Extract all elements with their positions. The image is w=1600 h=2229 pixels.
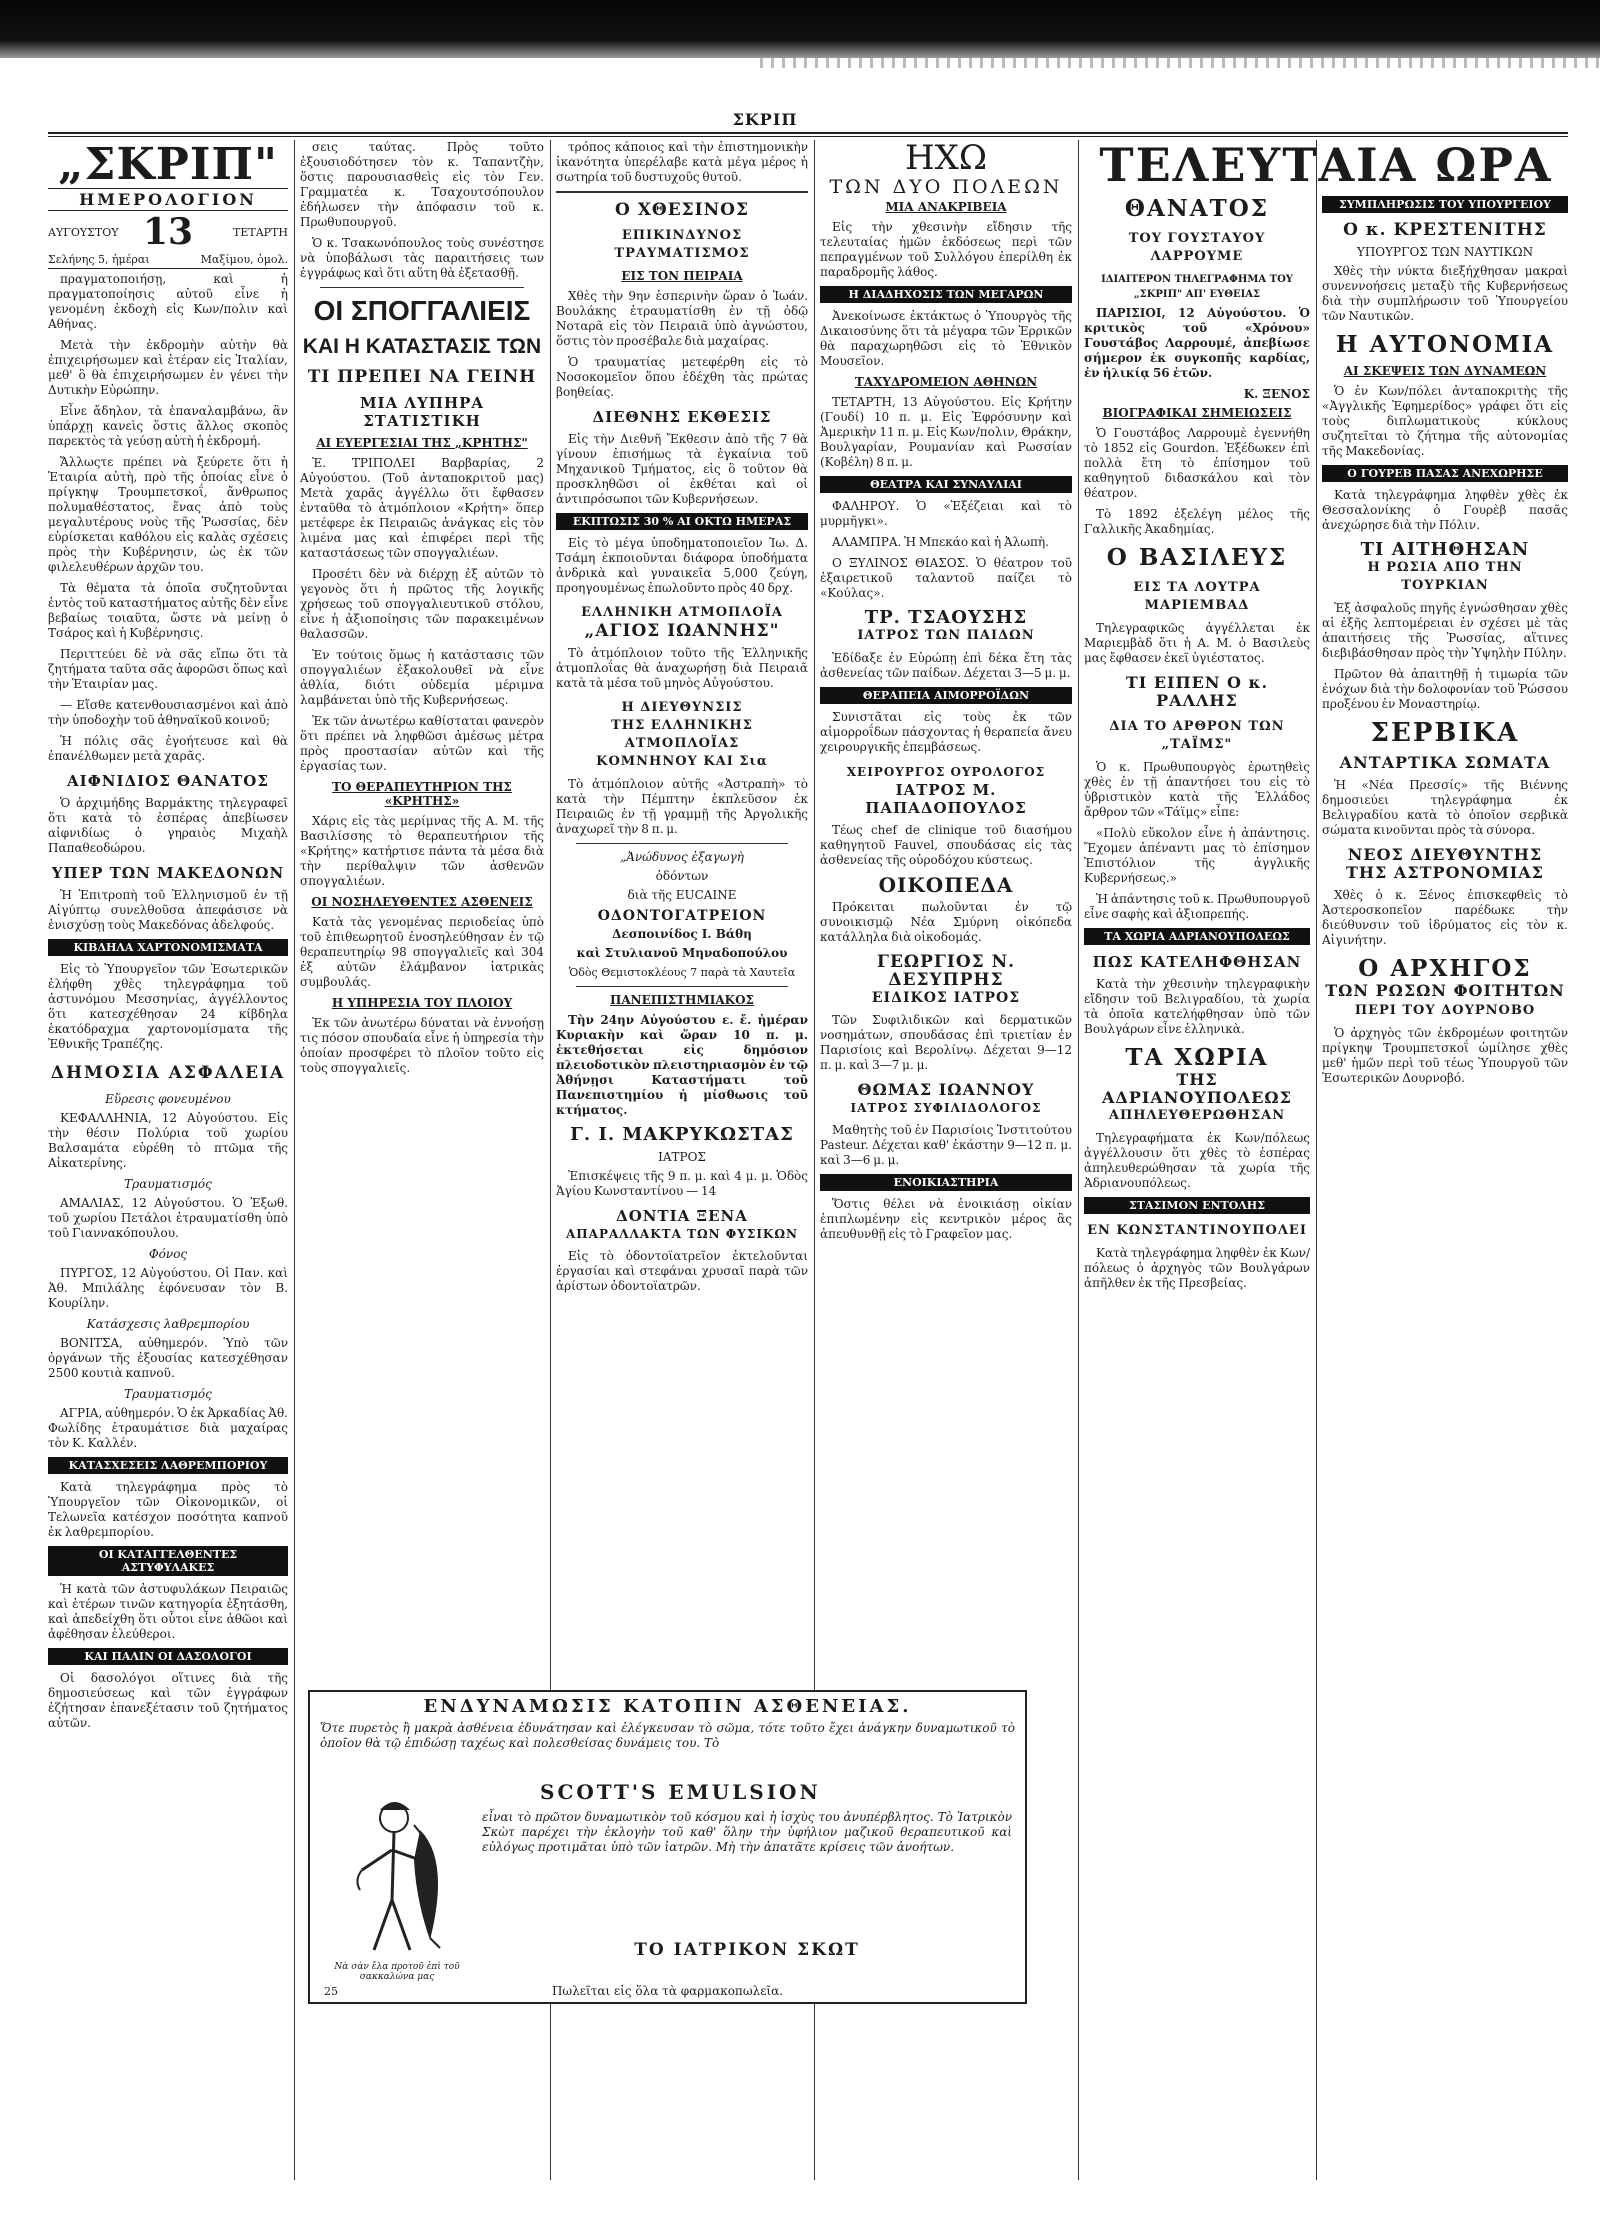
headline: ΙΑΤΡΟΣ Μ. ΠΑΠΑΔΟΠΟΥΛΟΣ [865, 781, 1027, 817]
subheading: Κατάσχεσις λαθρεμπορίου [86, 1317, 250, 1331]
subheading: ΙΑΤΡΟΣ [658, 1150, 706, 1164]
subheading: ΤΟ ΘΕΡΑΠΕΥΤΗΡΙΟΝ ΤΗΣ «ΚΡΗΤΗΣ» [332, 780, 512, 808]
article-text: ΑΜΑΛΙΑΣ, 12 Αὐγούστου. Ὁ Ἐξωθ. τοῦ χωρίου Πετάλοι ἐτραυματίσθη ὑπὸ τοῦ Γιαννακόπουλου. [48, 1196, 288, 1240]
subheading: ΠΑΝΕΠΙΣΤΗΜΙΑΚΟΣ [609, 993, 755, 1007]
article-text: Ἐν τούτοις ὅμως ἡ κατάστασις τῶν σπογγαλιέων ἐξακολουθεῖ νὰ εἶνε ἀθλία, διότι οὐδεμία μέριμνα λαμβάνεται ὑπὸ τῆς Κυβερνήσεως. [300, 648, 544, 707]
article-text: Ὅστις θέλει νὰ ἐνοικιάσῃ οἰκίαν ἐπιπλωμένην εἰς κεντρικὸν μέρος ἂς ἀπευθυνθῇ εἰς τὸ Γραφεῖον μας. [820, 1197, 1072, 1241]
article-text: Ὁ κ. Πρωθυπουργὸς ἐρωτηθεὶς χθὲς ἐν τῇ ἀπαντήσει του εἰς τὸ ὑβριστικὸν κατὰ τῆς Ἑλλάδος ἄρθρον τῶν «Τάϊμς» εἶπε: [1084, 760, 1310, 819]
headline: Ο κ. ΚΡΕΣΤΕΝΙΤΗΣ [1343, 220, 1547, 240]
headline-banner: ΤΑ ΧΩΡΙΑ ΑΔΡΙΑΝΟΥΠΟΛΕΩΣ [1084, 928, 1310, 945]
subheading: ΜΙΑ ΑΝΑΚΡΙΒΕΙΑ [885, 200, 1007, 214]
subheading: ΤΑΧΥΔΡΟΜΕΙΟΝ ΑΘΗΝΩΝ [854, 375, 1038, 389]
headline: ΤΗΣ ΕΛΛΗΝΙΚΗΣ ΑΤΜΟΠΛΟΪΑΣ [611, 718, 753, 751]
dateline [48, 211, 288, 253]
headline: ΔΙΕΘΝΗΣ ΕΚΘΕΣΙΣ [592, 408, 772, 426]
article-text: Ἡ «Νέα Πρεσσίς» τῆς Βιέννης δημοσιεύει τηλεγράφημα ἐκ Βελιγραδίου κατὰ τὸ ὁποῖον σερβικὰ σώματα κινοῦνται πρὸς τὰ σύνορα. [1322, 778, 1568, 837]
article-text: Προσέτι δὲν νὰ διέρχῃ ἐξ αὐτῶν τὸ γεγονὸς ὅτι ἡ πρῶτος τῆς λογικῆς χρήσεως τοῦ σπογγαλιευτικοῦ στόλου, εἶνε ἡ ἀξιοποίησις τῶν παρακειμένων θαλασσῶν. [300, 567, 544, 641]
article-text: «Πολὺ εὔκολον εἶνε ἡ ἀπάντησις. Ἔχομεν ἀπέναντι μας τὸ ἐπίσημον Ἐπιστόλιον τῆς ἀγγλικῆς Κυβερνήσεως.» [1084, 826, 1310, 885]
article-text: Πρῶτον θὰ ἀπαιτηθῇ ἡ τιμωρία τῶν ἐνόχων διὰ τὴν δολοφονίαν τοῦ Ῥώσσου προξένου ἐν Μοναστηρίῳ. [1322, 667, 1568, 711]
subheading: ΕΙΣ ΤΟΝ ΠΕΙΡΑΙΑ [621, 269, 743, 283]
scotts-emulsion-advert [308, 1690, 1027, 2004]
article-text: Εἰς τὸ ὀδοντοϊατρεῖον ἐκτελοῦνται ἐργασίαι καὶ στεφάναι χρυσαῖ παρὰ τῶν ἀρίστων ὀδοντοϊατρῶν. [556, 1249, 808, 1293]
headline: ΕΝ ΚΩΝΣΤΑΝΤΙΝΟΥΠΟΛΕΙ [1087, 1223, 1307, 1238]
headline: Η ΑΥΤΟΝΟΜΙΑ [1335, 331, 1555, 358]
headline-banner: ΘΕΑΤΡΑ ΚΑΙ ΣΥΝΑΥΛΙΑΙ [820, 476, 1072, 493]
headline: „ΑΓΙΟΣ ΙΩΑΝΝΗΣ" [584, 621, 780, 641]
date-month: ΑΥΓΟΥΣΤΟΥ [48, 225, 119, 239]
article-text: Τηλεγραφικῶς ἀγγέλλεται ἐκ Μαριεμβὰδ ὅτι ἡ Α. Μ. ὁ Βασιλεὺς μας ἔφθασεν ἐκεῖ ὑγιέστατος. [1084, 621, 1310, 665]
headline-banner: ΟΙ ΚΑΤΑΓΓΕΛΘΕΝΤΕΣ ΑΣΤΥΦΥΛΑΚΕΣ [48, 1546, 288, 1576]
date-number: 13 [142, 211, 194, 253]
advert-cta: ΤΟ ΙΑΤΡΙΚΟΝ ΣΚΩΤ [634, 1940, 860, 1960]
article-text: Ἡ ἀπάντησις τοῦ κ. Πρωθυπουργοῦ εἶνε σαφὴς καὶ ἀξιοπρεπής. [1084, 892, 1310, 921]
headline: ΥΠΕΡ ΤΩΝ ΜΑΚΕΔΟΝΩΝ [51, 864, 285, 882]
column-rule [1316, 140, 1317, 2180]
article-text: Εἰς τὸ μέγα ὑποδηματοποιεῖον Ἰω. Δ. Τσάμη ἐκποιοῦνται διάφορα ὑποδήματα ἀνδρικὰ καὶ γυναικεῖα 5,000 ζεύγη, προηγουμένως ἐπωλοῦντο πρὸς 40 δρχ. [556, 536, 808, 595]
section-title: ΗΧΩ [904, 140, 988, 178]
subheading: Τραυματισμός [124, 1177, 212, 1191]
headline: ΓΕΩΡΓΙΟΣ Ν. ΔΕΣΥΠΡΗΣ [876, 952, 1016, 990]
subheading: ΟΙ ΝΟΣΗΛΕΥΘΕΝΤΕΣ ΑΣΘΕΝΕΙΣ [311, 895, 533, 909]
article-text: ΑΛΑΜΠΡΑ. Ἡ Μπεκάο καὶ ἡ Ἀλωπὴ. [832, 535, 1049, 549]
article-text: Τέως chef de clinique τοῦ διασήμου καθηγητοῦ Fauvel, σπουδάσας εἰς τὰς ἀσθενείας τῆς οὐροδόχου κύστεως. [820, 823, 1072, 867]
headline: ΙΑΤΡΟΣ ΣΥΦΙΛΙΔΟΛΟΓΟΣ [850, 1101, 1042, 1115]
ad-line: ὀδόντων [655, 869, 709, 883]
headline: ΑΠΑΡΑΛΛΑΚΤΑ ΤΩΝ ΦΥΣΙΚΩΝ [565, 1227, 799, 1241]
article-text: Κατὰ τηλεγράφημα ληφθὲν χθὲς ἐκ Θεσσαλονίκης ὁ Γουρὲβ πασᾶς ἀνεχώρησε διὰ τὴν Πόλιν. [1322, 488, 1568, 532]
headline: ΤΙ ΕΙΠΕΝ Ο κ. ΡΑΛΛΗΣ [1125, 673, 1269, 710]
article-text: Εἰς τὴν χθεσινὴν εἴδησιν τῆς τελευταίας ἡμῶν ἐκδόσεως περὶ τῶν πεπραγμένων τοῦ Συλλόγου ἐπερίλθη ἐκ παραδρομῆς λάθος. [820, 220, 1072, 279]
article-text: Ὁ Γουστάβος Λαρρουμὲ ἐγεννήθη τὸ 1852 εἰς Gourdon. Ἐξέδωκεν ἐπὶ πολλὰ ἔτη τὸ ἐπίσημον τοῦ καθηγητοῦ διδασκάλου καὶ τὸν θέατρον. [1084, 426, 1310, 500]
divider [556, 191, 808, 193]
headline-banner: ΚΑΤΑΣΧΕΣΕΙΣ ΛΑΘΡΕΜΠΟΡΙΟΥ [48, 1457, 288, 1474]
headline-banner: ΕΚΠΤΩΣΙΣ 30 % ΑΙ ΟΚΤΩ ΗΜΕΡΑΣ [556, 513, 808, 530]
article-text: Κατὰ τηλεγράφημα πρὸς τὸ Ὑπουργεῖον τῶν Οἰκονομικῶν, οἱ Τελωνεῖα κατέσχον ποσότητα καπνοῦ ἐκ λαθρεμπορίου. [48, 1480, 288, 1539]
headline: ΑΙΦΝΙΔΙΟΣ ΘΑΝΑΤΟΣ [67, 772, 269, 790]
dateline-sub [48, 253, 288, 269]
article-text: Ὁ κ. Τσακωνόπουλος τοὺς συνέστησε νὰ ὑποβάλωσι τὰς παραιτήσεις των ἐγγράφως καὶ ὅτι αὕτη θὰ ἐξετασθῇ. [300, 236, 544, 280]
newspaper-logo: „ΣΚΡΙΠ" [58, 140, 278, 190]
headline: ΤΗΣ ΑΣΤΡΟΝΟΜΙΑΣ [1346, 863, 1544, 882]
date-weekday: ΤΕΤΑΡΤΗ [233, 225, 288, 239]
subheading: ΥΠΟΥΡΓΟΣ ΤΩΝ ΝΑΥΤΙΚΩΝ [1356, 245, 1534, 259]
advert-figure-caption: Νὰ σὰν ἔλα προτοῦ ἐπὶ τοῦ σακκαλώνα μας [334, 1962, 460, 1982]
article-text: Ὁ ἀρχιμήδης Βαρμάκτης τηλεγραφεῖ ὅτι κατὰ τὸ ἐσπέρας ἀπεβίωσεν αἰφνιδίως ὁ γηραιὸς Μιχαὴλ Παπαθεοδώρου. [48, 796, 288, 855]
article-text: Ἐκ τῶν ἀνωτέρω καθίσταται φανερὸν ὅτι πρέπει νὰ ληφθῶσι ἀμέσως μέτρα πρὸς προστασίαν αὐτῶν καὶ τῆς ἐργασίας των. [300, 714, 544, 773]
headline: ΤΙ ΠΡΕΠΕΙ ΝΑ ΓΕΙΝΗ [307, 367, 537, 387]
headline: ΕΠΙΚΙΝΔΥΝΟΣ ΤΡΑΥΜΑΤΙΣΜΟΣ [614, 228, 750, 261]
article-text: Μαθητὴς τοῦ ἐν Παρισίοις Ἰνστιτούτου Pasteur. Δέχεται καθ' ἑκάστην 9—12 π. μ. καὶ 3—6 μ. μ. [820, 1123, 1072, 1167]
subheading: ΑΙ ΕΥΕΡΓΕΣΙΑΙ ΤΗΣ „ΚΡΗΤΗΣ" [316, 436, 528, 450]
advert-footer: Πωλεῖται εἰς ὅλα τὰ φαρμακοπωλεῖα. [551, 1984, 784, 1998]
headline: ΚΑΙ Η ΚΑΤΑΣΤΑΣΙΣ ΤΩΝ [302, 335, 542, 358]
advert-title: ΕΝΔΥΝΑΜΩΣΙΣ ΚΑΤΟΠΙΝ ΑΣΘΕΝΕΙΑΣ. [423, 1696, 912, 1717]
article-text: Τὰ θέματα τὰ ὁποῖα συζητοῦνται ἐντὸς τοῦ καταστήματος αὐτῆς δὲν εἶνε βεβαίως τοιαῦτα, ὥστε νὰ μείνῃ ὁ Τσάρος καὶ ἡ Κυβέρνησις. [48, 581, 288, 640]
article-text: πραγματοποιήσῃ, καὶ ἡ πραγματοποίησις αὐτοῦ εἶνε ἡ γενομένη ἐκδοχὴ εἰς Κων/πολιν καὶ Αθήνας. [48, 272, 288, 331]
article-text: Χθὲς τὴν νύκτα διεξήχθησαν μακραὶ συνεννοήσεις μεταξὺ τῆς Κυβερνήσεως διὰ τὴν συμπλήρωσιν τοῦ Ὑπουργείου τῶν Ναυτικῶν. [1322, 264, 1568, 323]
headline: ΜΙΑ ΛΥΠΗΡΑ ΣΤΑΤΙΣΤΙΚΗ [359, 394, 485, 430]
subheading: Φόνος [148, 1247, 188, 1261]
article-text: Συνιστᾶται εἰς τοὺς ἐκ τῶν αἱμορροΐδων πάσχοντας ἡ θεραπεία ἄνευ χειρουργικῆς ἐπεμβάσεως. [820, 710, 1072, 754]
page-masthead: ΣΚΡΙΠ [732, 110, 798, 129]
headline: ΟΙΚΟΠΕΔΑ [878, 873, 1014, 897]
article-text: Ἐ. ΤΡΙΠΟΛΕΙ Βαρβαρίας, 2 Αὐγούστου. (Τοῦ ἀνταποκριτοῦ μας) Μετὰ χαρᾶς ἀγγέλλω ὅτι ἔφθασεν ἐνταῦθα τὸ ἀτμόπλοιον «Κρήτη» ὅπερ μετέφερε ἐκ Πειραιῶς ἀνάγκας εἰς τὸν λιμένα μας καὶ ἐπιφέρει περὶ τῆς καταστάσεως τῶν σπογγαλιέων. [300, 456, 544, 560]
advert-number: 25 [324, 1985, 338, 1998]
column-6 [1322, 196, 1568, 2180]
headline-banner: ΣΤΑΣΙΜΟΝ ΕΝΤΟΛΗΣ [1084, 1197, 1310, 1214]
date-moon: Σελήνης 5, ἡμέραι [48, 253, 150, 266]
article-text: Εἶνε ἄδηλον, τὰ ἐπαναλαμβάνω, ἂν ὑπάρχῃ κανεὶς ὅστις ἄλλος σκοπὸς παρεκτὸς τὰ γεύσῃ αὐτὴ ἡ ἐκδρομή. [48, 404, 288, 448]
column-rule [294, 140, 295, 2180]
article-text: Ἡ Ἐπιτροπὴ τοῦ Ἑλληνισμοῦ ἐν τῇ Αἰγύπτῳ συνελθοῦσα ἀπεφάσισε νὰ ἐνισχύσῃ τοὺς Μακεδόνας ἀδελφούς. [48, 888, 288, 932]
headline: ΤΡ. ΤΣΑΟΥΣΗΣ [864, 607, 1028, 628]
fisherman-with-fish-icon [322, 1790, 472, 1960]
article-text: Κατὰ τηλεγράφημα ληφθὲν ἐκ Κων/πόλεως ὁ ἀρχηγὸς τῶν Βουλγάρων ἀπῆλθεν ἐκ τῆς Πρεσβείας. [1084, 1246, 1310, 1290]
headline: ΚΟΜΝΗΝΟΥ ΚΑΙ Σια [596, 754, 768, 769]
article-text: Ἡ κατὰ τῶν ἀστυφυλάκων Πειραιῶς καὶ ἑτέρων τινῶν κατηγορία ἐξητάσθη, καὶ ἀπεδείχθη ὅτι οὗτοι εἶνε ἀθῶοι καὶ ἀφέθησαν ἐλεύθεροι. [48, 1582, 288, 1641]
article-text: Κατὰ τὰς γενομένας περιοδείας ὑπὸ τοῦ ἐπιθεωρητοῦ ἐνοσηλεύθησαν ἐν τῷ θεραπευτηρίῳ 98 σπογγαλιεῖς καὶ 304 ἐξ αὐτῶν ἐλάμβανον ἰατρικὰς συμβουλάς. [300, 915, 544, 989]
headline: Ο ΑΡΧΗΓΟΣ [1358, 955, 1532, 982]
article-text: Χθὲς τὴν 9ην ἑσπερινὴν ὥραν ὁ Ἰωάν. Βουλάκης ἐτραυματίσθη ἐν τῇ ὁδῷ Νοταρᾶ εἰς τὸν Πειραιᾶ ὑπὸ ἀγνώστου, ὅστις τὸν προσέβαλε διὰ μαχαίρας. [556, 289, 808, 348]
ad-line: διὰ τῆς EUCAINE [627, 888, 737, 902]
article-text: Ἡ πόλις σᾶς ἐγοήτευσε καὶ θὰ ἐπανέλθωμεν μετὰ χαρᾶς. [48, 734, 288, 763]
article-text: Ἀνεκοίνωσε ἐκτάκτως ὁ Ὑπουργὸς τῆς Δικαιοσύνης ὅτι τὰ μέγαρα τῶν Ἐρρικῶν θὰ παραχωρηθῶσι εἰς τὸ Ἐθνικὸν Μουσεῖον. [820, 309, 1072, 368]
article-text: Εἰς τὴν Διεθνῆ Ἔκθεσιν ἀπὸ τῆς 7 θὰ γίνουν ἐπισήμως τὰ ἐγκαίνια τοῦ Μηχανικοῦ Τμήματος, εἰς ὃ τοῦτον θὰ προσκληθῶσι οἱ ἐκθέται καὶ οἱ ἀντιπρόσωποι τῶν Κυβερνήσεων. [556, 432, 808, 506]
headline: ΔΟΝΤΙΑ ΞΕΝΑ [616, 1207, 748, 1225]
advert-lead: Ὅτε πυρετὸς ἢ μακρὰ ἀσθένεια ἐδυνάτησαν καὶ ἐλέγκευσαν τὸ σῶμα, τότε τοῦτο ἔχει ἀνάγκην δυναμωτικοῦ τὸ ὁποῖον θὰ τῷ ἐπιδώσῃ ταχέως καὶ πολεσθείσας δυνάμεις του. Τὸ [320, 1721, 1015, 1750]
subheading: Τραυματισμός [124, 1387, 212, 1401]
divider [576, 986, 788, 987]
article-text: ΑΓΡΙΑ, αὐθημερόν. Ὁ ἐκ Ἀρκαδίας Ἀθ. Φωλίδης ἐτραυμάτισε διὰ μαχαίρας τὸν Κ. Καλλέν. [48, 1406, 288, 1450]
article-text: Εἰς τὸ Ὑπουργεῖον τῶν Ἐσωτερικῶν ἐλήφθη χθὲς τηλεγράφημα τοῦ ἀστυνόμου Μεσσηνίας, ἀγγέλλοντος ὅτι κατεσχέθησαν 24 κίβδηλα ἑκατόδραχμα χαρτονομίσματα τῆς Ἐθνικῆς Τραπέζης. [48, 962, 288, 1051]
article-text: τρόπος κάποιος καὶ τὴν ἐπιστημονικὴν ἱκανότητα ὑπερέλαβε κατὰ μέγα μέρος ἡ σωτηρία τοῦ δυστυχοῦς θυτοῦ. [556, 140, 808, 184]
headline-banner: ΚΑΙ ΠΑΛΙΝ ΟΙ ΔΑΣΟΛΟΓΟΙ [48, 1648, 288, 1665]
article-text: σεις ταύτας. Πρὸς τοῦτο ἐξουσιοδότησεν τὸν κ. Ταπαντζὴν, ὅστις παρουσιασθεὶς εἰς τὸν Γεν. Γραμματέα κ. Τσαχουτσόπουλον ἐδήλωσεν τὴν ἀπόφασιν τοῦ κ. Πρωθυπουργοῦ. [300, 140, 544, 229]
headline: ΟΙ ΣΠΟΓΓΑΛΙΕΙΣ [313, 295, 531, 326]
headline: ΕΙΣ ΤΑ ΛΟΥΤΡΑ ΜΑΡΙΕΜΒΑΔ [1133, 580, 1261, 613]
headline: ΤΗΣ ΑΔΡΙΑΝΟΥΠΟΛΕΩΣ [1102, 1070, 1292, 1107]
scan-edge-bar [0, 0, 1600, 58]
headline: ΠΕΡΙ ΤΟΥ ΔΟΥΡΝΟΒΟ [1354, 1003, 1536, 1018]
headline: Η ΔΙΕΥΘΥΝΣΙΣ [621, 700, 743, 715]
headline: ΘΩΜΑΣ ΙΩΑΝΝΟΥ [857, 1080, 1035, 1099]
headline: ΕΙΔΙΚΟΣ ΙΑΤΡΟΣ [871, 990, 1021, 1006]
headline: ΠΩΣ ΚΑΤΕΛΗΦΘΗΣΑΝ [1092, 953, 1302, 971]
article-text: Χάρις εἰς τὰς μερίμνας τῆς Α. Μ. τῆς Βασιλίσσης τὸ θεραπευτήριον τῆς «Κρήτης» κατήρτισε πάντα τὰ μέσα διὰ τὴν περίθαλψιν τῶν ἀσθενῶν σπογγαλιέων. [300, 814, 544, 888]
column-5 [1084, 196, 1310, 2180]
headline: ΣΕΡΒΙΚΑ [1370, 718, 1520, 748]
article-text: Ἐδίδαξε ἐν Εὐρώπῃ ἐπὶ δέκα ἔτη τὰς ἀσθενείας τῶν παίδων. Δέχεται 3—5 μ. μ. [820, 651, 1072, 680]
column-1 [48, 140, 288, 2180]
advert-product-name: SCOTT'S EMULSION [540, 1780, 821, 1804]
article-text: ΒΟΝΙΤΣΑ, αὐθημερόν. Ὑπὸ τῶν ὀργάνων τῆς ἐξουσίας κατεσχέθησαν 2500 κουτιὰ καπνοῦ. [48, 1336, 288, 1380]
article-text: Ὁ ἐν Κων/πόλει ἀνταποκριτὴς τῆς «Ἀγγλικῆς Ἐφημερίδος» γράφει ὅτι εἰς τοὺς διπλωματικοὺς κύκλους συζητεῖται τὸ ζήτημα τῆς αὐτονομίας τῆς Μακεδονίας. [1322, 384, 1568, 458]
headline: ΙΑΤΡΟΣ ΤΩΝ ΠΑΙΔΩΝ [857, 628, 1035, 643]
article-text: Κατὰ τὴν χθεσινὴν τηλεγραφικὴν εἴδησιν τοῦ Βελιγραδίου, τὰ χωρία τὰ ὁποῖα κατελήφθησαν ὑπὸ τῶν Βουλγάρων εἶνε ἑλληνικὰ. [1084, 977, 1310, 1036]
article-text: Χθὲς ὁ κ. Ξένος ἐπισκεφθεὶς τὸ Ἀστεροσκοπεῖον παρέδωκε τὴν διεύθυνσιν τοῦ ἱδρύματος εἰς τὸν κ. Αἰγινήτην. [1322, 888, 1568, 947]
ad-line: καὶ Στυλιανοῦ Μηναδοπούλου [576, 946, 788, 960]
headline: ΘΑΝΑΤΟΣ [1124, 196, 1270, 222]
headline: ΤΟΥ ΓΟΥΣΤΑΥΟΥ ΛΑΡΡΟΥΜΕ [1128, 231, 1266, 264]
headline: ΑΝΤΑΡΤΙΚΑ ΣΩΜΑΤΑ [1339, 753, 1551, 772]
right-banner-area [1084, 140, 1568, 194]
ad-line: Δεσποινίδος Ι. Βάθη [612, 927, 752, 941]
divider [320, 287, 524, 288]
article-text: ΤΕΤΑΡΤΗ, 13 Αὐγούστου. Εἰς Κρήτην (Γουδί) 10 π. μ. Εἰς Ἐφρόσυνην καὶ Ἀμερικὴν 11 π. μ. Εἰς Κων/πολιν, Θράκην, Βουλγαρίαν, Ρουμανίαν καὶ Ρωσσίαν (Κοβέλη) 8 π. μ. [820, 395, 1072, 469]
headline-banner: ΕΝΟΙΚΙΑΣΤΗΡΙΑ [820, 1174, 1072, 1191]
headline: ΝΕΟΣ ΔΙΕΥΘΥΝΤΗΣ [1347, 845, 1543, 864]
subheading: ΑΙ ΣΚΕΨΕΙΣ ΤΩΝ ΔΥΝΑΜΕΩΝ [1343, 364, 1547, 378]
article-text: Ὁ ἀρχηγὸς τῶν ἐκδρομέων φοιτητῶν πρίγκηψ Τρουμπετσκοΐ ὡμίλησε χθὲς μεθ' ἡμῶν περὶ τοῦ τέως Ὑπουργοῦ τῶν Ἐσωτερικῶν Δουρνοβό. [1322, 1026, 1568, 1085]
article-text: Ἄλλωςτε πρέπει νὰ ξεύρετε ὅτι ἡ Ἑταιρία αὐτὴ, πρὸ τῆς ὁποίας εἶνε ὁ πρίγκηψ Τρουμπετσκοΐ, ἄνθρωπος πολυμαθέστατος, ἕνας ἀπὸ τοὺς μεγαλυτέρους νοὺς τῆς Ῥωσσίας, δὲν εὑρίσκεται καθόλου εἰς καλὰς σχέσεις πρὸς τὴν Κυβέρνησιν, ὡς ἐκ τῶν φιλελευθέρων ἀρχῶν του. [48, 455, 288, 574]
headline: ΔΙΑ ΤΟ ΑΡΘΡΟΝ ΤΩΝ „ΤΑΪΜΣ" [1109, 719, 1285, 752]
article-text: ΦΑΛΗΡΟΥ. Ὁ «Ἐξέζειαι καὶ τὸ μυρμῆγκι». [820, 499, 1072, 528]
headline: Η ΡΩΣΙΑ ΑΠΟ ΤΗΝ ΤΟΥΡΚΙΑΝ [1367, 560, 1523, 593]
article-text: ΠΑΡΙΣΙΟΙ, 12 Αὐγούστου. Ὁ κριτικὸς τοῦ «Χρόνου» Γουστάβος Λαρρουμέ, ἀπεβίωσε σήμερον ἐκ συγκοπῆς καρδίας, ἐν ἡλικίᾳ 56 ἐτῶν. [1084, 306, 1310, 380]
headline: ΔΗΜΟΣΙΑ ΑΣΦΑΛΕΙΑ [50, 1063, 286, 1083]
article-text: Περιττεύει δὲ νὰ σᾶς εἴπω ὅτι τὰ ζητήματα ταῦτα σᾶς ἀφορῶσι ὅπως καὶ τὴν Ἑταιρίαν μας. [48, 647, 288, 691]
right-banner-title: ΤΕΛΕΥΤΑΙΑ ΩΡΑ [1099, 138, 1553, 192]
headline: Γ. Ι. ΜΑΚΡΥΚΩΣΤΑΣ [570, 1124, 794, 1145]
headline: ΤΙ ΑΙΤΗΘΗΣΑΝ [1360, 539, 1530, 560]
subheading: ΒΙΟΓΡΑΦΙΚΑΙ ΣΗΜΕΙΩΣΕΙΣ [1102, 406, 1292, 420]
subheading: Εὕρεσις φονευμένου [105, 1092, 231, 1106]
article-text: Ἐκ τῶν ἀνωτέρω δύναται νὰ ἐννοήσῃ τις πόσον σπουδαία εἶνε ἡ ὑπηρεσία τὴν ὁποίαν προσφέρει τὸ πλοῖον τοῦτο εἰς τοὺς σπογγαλιεῖς. [300, 1016, 544, 1075]
subheading: ΙΔΙΑΙΤΕΡΟΝ ΤΗΛΕΓΡΑΦΗΜΑ ΤΟΥ „ΣΚΡΙΠ" ΑΠ' ΕΥΘΕΙΑΣ [1101, 274, 1293, 300]
article-text: Τὸ ἀτμόπλοιον τοῦτο τῆς Ἑλληνικῆς ἀτμοπλοΐας θὰ ἀναχωρήσῃ διὰ Πειραιᾶ κατὰ τὰ μέσα τοῦ μηνὸς Αὐγούστου. [556, 646, 808, 690]
subheading: Η ΥΠΗΡΕΣΙΑ ΤΟΥ ΠΛΟΙΟΥ [331, 996, 513, 1010]
article-text: Τηλεγραφήματα ἐκ Κων/πόλεως ἀγγέλλουσιν ὅτι χθὲς τὸ ἑσπέρας ἀπηλευθερώθησαν τὰ χωρία τῆς Ἀδριανουπόλεως. [1084, 1131, 1310, 1190]
article-text: Τὸ 1892 ἐξελέγη μέλος τῆς Γαλλικῆς Ἀκαδημίας. [1084, 507, 1310, 536]
advert-body: εἶναι τὸ πρῶτον δυναμωτικὸν τοῦ κόσμου καὶ ἡ ἰσχὺς του ἀνυπέρβλητος. Τὸ Ἰατρικὸν Σκὼτ παρέχει τὴν ἐκλογὴν τοῦ καθ' ὅλην τὴν ὑφήλιον μαζικοῦ θεραπευτικοῦ καὶ εὐλόγως προτιμᾶται ὑπὸ τῶν ἰατρῶν. Μὴ τὴν ἀπατᾶτε κρίσεις τῶν ἀνοήτων. [482, 1810, 1012, 1854]
divider [576, 843, 788, 844]
headline-banner: ΘΕΡΑΠΕΙΑ ΑΙΜΟΡΡΟΪΔΩΝ [820, 687, 1072, 704]
headline-banner: ΚΙΒΔΗΛΑ ΧΑΡΤΟΝΟΜΙΣΜΑΤΑ [48, 939, 288, 956]
ad-line: Ὁδὸς Θεμιστοκλέους 7 παρὰ τὰ Χαυτεῖα [568, 966, 796, 979]
headline-banner: Η ΔΙΑΔΗΧΟΣΙΣ ΤΩΝ ΜΕΓΑΡΩΝ [820, 286, 1072, 303]
headline: Ο ΒΑΣΙΛΕΥΣ [1106, 544, 1288, 571]
column-rule [1078, 140, 1079, 2180]
ad-line: „Ἀνώδυνος ἐξαγωγὴ [619, 850, 744, 864]
article-text: — Εἴσθε κατενθουσιασμένοι καὶ ἀπὸ τὴν ὑποδοχὴν τοῦ ἀθηναϊκοῦ κοινοῦ; [48, 698, 288, 727]
headline: ΤΩΝ ΡΩΣΩΝ ΦΟΙΤΗΤΩΝ [1325, 981, 1565, 1000]
signature: Κ. ΞΕΝΟΣ [1243, 387, 1310, 401]
ad-title: ΟΔΟΝΤΟΓΑΤΡΕΙΟΝ [597, 908, 767, 924]
headline: Ο ΧΘΕΣΙΝΟΣ [614, 200, 750, 220]
ephemeris-heading: ΗΜΕΡΟΛΟΓΙΟΝ [48, 188, 288, 211]
article-text: Τὴν 24ην Αὐγούστου ε. ἔ. ἡμέραν Κυριακὴν καὶ ὥραν 10 π. μ. ἐκτεθήσεται εἰς δημόσιον πλειοδοτικὸν πλειστηριασμὸν ἐν τῷ Ἀθήνῃσι Καταστήματι τοῦ Πανεπιστημίου ἡ μίσθωσις τοῦ κτήματος. [556, 1013, 808, 1117]
headline: ΤΑ ΧΩΡΙΑ [1125, 1044, 1269, 1071]
headline: ΧΕΙΡΟΥΡΓΟΣ ΟΥΡΟΛΟΓΟΣ [846, 765, 1046, 779]
headline-banner: ΣΥΜΠΛΗΡΩΣΙΣ ΤΟΥ ΥΠΟΥΡΓΕΙΟΥ [1322, 196, 1568, 213]
article-text: ΚΕΦΑΛΛΗΝΙΑ, 12 Αὐγούστου. Εἰς τὴν θέσιν Πολύρια τοῦ χωρίου Βαλσαμάτα εὑρέθη τὸ πτῶμα τῆς Αἰκατερίνης. [48, 1111, 288, 1170]
article-text: Ἐπισκέψεις τῆς 9 π. μ. καὶ 4 μ. μ. Ὁδὸς Ἁγίου Κωνσταντίνου — 14 [556, 1169, 808, 1198]
header-rule [48, 132, 1568, 137]
date-saint: Μαξίμου, ὁμολ. [200, 253, 288, 266]
article-text: Μετὰ τὴν ἐκδρομὴν αὐτὴν θὰ ἐπιχειρήσωμεν καὶ ἑτέραν εἰς Ἰταλίαν, μεθ' ὃ θὰ ἐπιχειρήσωμεν ἐν γένει τὴν Δυτικὴν Εὐρώπην. [48, 338, 288, 397]
article-text: Ο ΞΥΛΙΝΟΣ ΘΙΑΣΟΣ. Ὁ θέατρον τοῦ ἐξαιρετικοῦ ταλαντοῦ παίζει τὸ «Κούλας». [820, 556, 1072, 600]
headline: ΑΠΗΛΕΥΘΕΡΩΘΗΣΑΝ [1108, 1108, 1286, 1123]
article-text: Ὁ τραυματίας μετεφέρθη εἰς τὸ Νοσοκομεῖον ὅπου ἐδέχθη τὰς πρώτας βοηθείας. [556, 355, 808, 399]
article-text: ΠΥΡΓΟΣ, 12 Αὐγούστου. Οἱ Παν. καὶ Ἀθ. Μπιλάλης ἐφόνευσαν τὸν Β. Κουρίλην. [48, 1266, 288, 1310]
section-title: ΤΩΝ ΔΥΟ ΠΟΛΕΩΝ [829, 176, 1063, 198]
article-text: Τῶν Συφιλιδικῶν καὶ δερματικῶν νοσημάτων, σπουδάσας ἐπὶ τριετίαν ἐν Παρισίοις καὶ Βερολίνῳ. Δέχεται 9—12 π. μ. καὶ 3—7 μ. μ. [820, 1013, 1072, 1072]
headline: ΕΛΛΗΝΙΚΗ ΑΤΜΟΠΛΟΪΑ [581, 605, 783, 620]
headline-banner: Ο ΓΟΥΡΕΒ ΠΑΣΑΣ ΑΝΕΧΩΡΗΣΕ [1322, 465, 1568, 482]
article-text: Ἐξ ἀσφαλοῦς πηγῆς ἐγνώσθησαν χθὲς αἱ ἐξῆς λεπτομέρειαι ἐν σχέσει μὲ τὰς ἀπαιτήσεις τῆς Ῥωσσίας, αἵτινες διεβιβάσθησαν πρὸς τὴν Ὑψηλὴν Πύλην. [1322, 601, 1568, 660]
article-text: Πρόκειται πωλοῦνται ἐν τῷ συνοικισμῷ Νέα Σμύρνη οἰκόπεδα κατάλληλα διὰ οἰκοδομάς. [820, 900, 1072, 944]
article-text: Τὸ ἀτμόπλοιον αὐτῆς «Ἀστραπὴ» τὸ κατὰ τὴν Πέμπτην ἐκπλεῦσον ἐκ Πειραιῶς ἐν τῇ γραμμῇ τῆς Ἀργολικῆς ἀναχωρεῖ τὴν 8 π. μ. [556, 777, 808, 836]
article-text: Οἱ δασολόγοι οἵτινες διὰ τῆς δημοσιεύσεως καὶ τῶν ἐγγράφων ἐζήτησαν ἐπανεξέτασιν τοῦ ζητήματος αὐτῶν. [48, 1671, 288, 1730]
